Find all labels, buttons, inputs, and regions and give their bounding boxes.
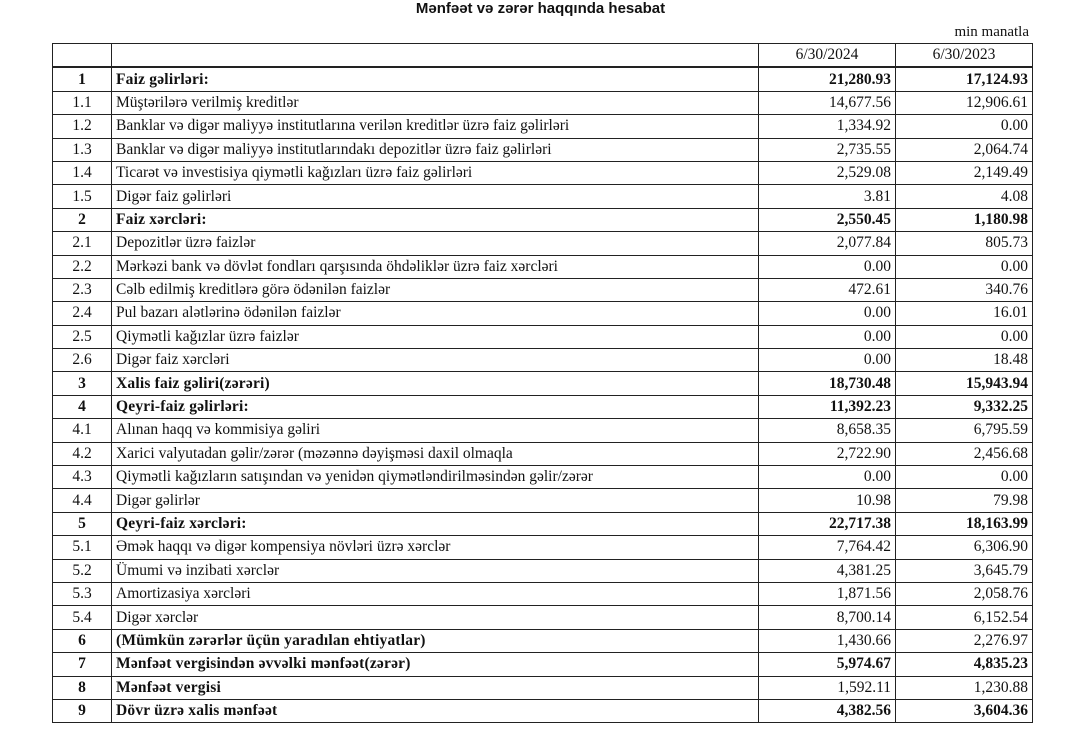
row-number: 1 bbox=[53, 67, 112, 91]
table-row bbox=[53, 536, 1033, 559]
row-value-2023: 2,149.49 bbox=[896, 161, 1033, 184]
row-value-2023: 16.01 bbox=[896, 302, 1033, 325]
row-value-2024: 0.00 bbox=[759, 466, 896, 489]
row-number: 8 bbox=[53, 676, 112, 699]
row-value-2023: 3,604.36 bbox=[896, 699, 1033, 722]
table-row bbox=[53, 442, 1033, 465]
row-item-name: Qiymətli kağızların satışından və yenidən qiymətləndirilməsindən gəlir/zərər bbox=[112, 466, 759, 489]
row-item-name: Müştərilərə verilmiş kreditlər bbox=[112, 91, 759, 114]
row-value-2024: 22,717.38 bbox=[759, 512, 896, 535]
row-number: 4.1 bbox=[53, 419, 112, 442]
row-number: 1.2 bbox=[53, 115, 112, 138]
row-value-2023: 0.00 bbox=[896, 115, 1033, 138]
table-row bbox=[53, 395, 1033, 418]
row-value-2024: 18,730.48 bbox=[759, 372, 896, 395]
row-value-2024: 0.00 bbox=[759, 255, 896, 278]
row-number: 3 bbox=[53, 372, 112, 395]
row-item-name: Ticarət və investisiya qiymətli kağızları üzrə faiz gəlirləri bbox=[112, 161, 759, 184]
row-item-name: Digər xərclər bbox=[112, 606, 759, 629]
row-item-name: Cəlb edilmiş kreditlərə görə ödənilən faizlər bbox=[112, 278, 759, 301]
row-value-2024: 0.00 bbox=[759, 325, 896, 348]
row-value-2023: 340.76 bbox=[896, 278, 1033, 301]
table-row bbox=[53, 582, 1033, 605]
header-period-2024: 6/30/2024 bbox=[759, 44, 896, 68]
row-value-2024: 4,381.25 bbox=[759, 559, 896, 582]
row-value-2024: 8,658.35 bbox=[759, 419, 896, 442]
row-value-2023: 0.00 bbox=[896, 325, 1033, 348]
row-number: 1.4 bbox=[53, 161, 112, 184]
row-value-2023: 3,645.79 bbox=[896, 559, 1033, 582]
header-period-2023: 6/30/2023 bbox=[896, 44, 1033, 68]
row-item-name: Dövr üzrə xalis mənfəət bbox=[112, 699, 759, 722]
table-row bbox=[53, 699, 1033, 722]
table-row bbox=[53, 208, 1033, 231]
header-item-cell bbox=[112, 44, 759, 68]
table-row bbox=[53, 67, 1033, 91]
row-number: 1.5 bbox=[53, 185, 112, 208]
row-value-2023: 6,306.90 bbox=[896, 536, 1033, 559]
row-number: 5 bbox=[53, 512, 112, 535]
row-value-2023: 9,332.25 bbox=[896, 395, 1033, 418]
row-value-2024: 21,280.93 bbox=[759, 67, 896, 91]
table-row bbox=[53, 419, 1033, 442]
row-value-2023: 18,163.99 bbox=[896, 512, 1033, 535]
unit-note: min manatla bbox=[954, 24, 1029, 40]
row-value-2024: 2,735.55 bbox=[759, 138, 896, 161]
row-item-name: Qeyri-faiz xərcləri: bbox=[112, 512, 759, 535]
row-item-name: Banklar və digər maliyyə institutlarındakı depozitlər üzrə faiz gəlirləri bbox=[112, 138, 759, 161]
row-value-2024: 1,334.92 bbox=[759, 115, 896, 138]
row-number: 2.2 bbox=[53, 255, 112, 278]
row-item-name: Mərkəzi bank və dövlət fondları qarşısında öhdəliklər üzrə faiz xərcləri bbox=[112, 255, 759, 278]
table-row bbox=[53, 232, 1033, 255]
row-item-name: Qiymətli kağızlar üzrə faizlər bbox=[112, 325, 759, 348]
row-value-2023: 805.73 bbox=[896, 232, 1033, 255]
row-value-2024: 8,700.14 bbox=[759, 606, 896, 629]
row-value-2023: 79.98 bbox=[896, 489, 1033, 512]
row-number: 4 bbox=[53, 395, 112, 418]
row-number: 6 bbox=[53, 629, 112, 652]
row-value-2023: 0.00 bbox=[896, 255, 1033, 278]
report-title: Mənfəət və zərər haqqında hesabat bbox=[415, 0, 666, 17]
row-number: 4.4 bbox=[53, 489, 112, 512]
table-row bbox=[53, 91, 1033, 114]
row-value-2023: 1,230.88 bbox=[896, 676, 1033, 699]
table-row bbox=[53, 278, 1033, 301]
table-row bbox=[53, 629, 1033, 652]
row-item-name: Qeyri-faiz gəlirləri: bbox=[112, 395, 759, 418]
table-row bbox=[53, 302, 1033, 325]
row-item-name: Amortizasiya xərcləri bbox=[112, 582, 759, 605]
row-value-2024: 2,722.90 bbox=[759, 442, 896, 465]
row-value-2024: 0.00 bbox=[759, 302, 896, 325]
row-item-name: Banklar və digər maliyyə institutlarına verilən kreditlər üzrə faiz gəlirləri bbox=[112, 115, 759, 138]
row-value-2023: 4,835.23 bbox=[896, 653, 1033, 676]
header-number-cell bbox=[53, 44, 112, 68]
income-statement-table bbox=[52, 43, 1033, 723]
row-value-2023: 0.00 bbox=[896, 466, 1033, 489]
row-value-2024: 472.61 bbox=[759, 278, 896, 301]
row-value-2023: 2,058.76 bbox=[896, 582, 1033, 605]
row-value-2024: 2,550.45 bbox=[759, 208, 896, 231]
row-item-name: Faiz gəlirləri: bbox=[112, 67, 759, 91]
row-value-2024: 1,430.66 bbox=[759, 629, 896, 652]
row-number: 5.2 bbox=[53, 559, 112, 582]
table-row bbox=[53, 466, 1033, 489]
table-row bbox=[53, 185, 1033, 208]
row-number: 2.6 bbox=[53, 349, 112, 372]
row-value-2024: 5,974.67 bbox=[759, 653, 896, 676]
row-number: 9 bbox=[53, 699, 112, 722]
row-item-name: Digər faiz xərcləri bbox=[112, 349, 759, 372]
row-item-name: Xalis faiz gəliri(zərəri) bbox=[112, 372, 759, 395]
row-item-name: Ümumi və inzibati xərclər bbox=[112, 559, 759, 582]
table-row bbox=[53, 676, 1033, 699]
row-item-name: Mənfəət vergisindən əvvəlki mənfəət(zərər) bbox=[112, 653, 759, 676]
row-item-name: Xarici valyutadan gəlir/zərər (məzənnə dəyişməsi daxil olmaqla bbox=[112, 442, 759, 465]
row-value-2024: 0.00 bbox=[759, 349, 896, 372]
row-number: 1.3 bbox=[53, 138, 112, 161]
row-number: 7 bbox=[53, 653, 112, 676]
table-row bbox=[53, 512, 1033, 535]
row-number: 2.4 bbox=[53, 302, 112, 325]
row-value-2023: 6,795.59 bbox=[896, 419, 1033, 442]
row-number: 4.3 bbox=[53, 466, 112, 489]
row-number: 5.3 bbox=[53, 582, 112, 605]
table-row bbox=[53, 559, 1033, 582]
row-value-2024: 11,392.23 bbox=[759, 395, 896, 418]
row-value-2023: 2,276.97 bbox=[896, 629, 1033, 652]
table-row bbox=[53, 372, 1033, 395]
row-value-2024: 7,764.42 bbox=[759, 536, 896, 559]
table-row bbox=[53, 115, 1033, 138]
row-value-2024: 1,871.56 bbox=[759, 582, 896, 605]
row-value-2024: 3.81 bbox=[759, 185, 896, 208]
row-item-name: Əmək haqqı və digər kompensiya növləri üzrə xərclər bbox=[112, 536, 759, 559]
row-value-2024: 4,382.56 bbox=[759, 699, 896, 722]
row-item-name: Faiz xərcləri: bbox=[112, 208, 759, 231]
row-item-name: Digər faiz gəlirləri bbox=[112, 185, 759, 208]
row-item-name: Alınan haqq və kommisiya gəliri bbox=[112, 419, 759, 442]
row-value-2023: 4.08 bbox=[896, 185, 1033, 208]
row-number: 1.1 bbox=[53, 91, 112, 114]
table-row bbox=[53, 325, 1033, 348]
row-item-name: Depozitlər üzrə faizlər bbox=[112, 232, 759, 255]
row-value-2024: 14,677.56 bbox=[759, 91, 896, 114]
table-row bbox=[53, 349, 1033, 372]
table-row bbox=[53, 138, 1033, 161]
table-header-row bbox=[53, 44, 1033, 68]
row-number: 2 bbox=[53, 208, 112, 231]
row-number: 2.3 bbox=[53, 278, 112, 301]
row-number: 5.1 bbox=[53, 536, 112, 559]
table-row bbox=[53, 489, 1033, 512]
row-value-2023: 1,180.98 bbox=[896, 208, 1033, 231]
row-value-2024: 1,592.11 bbox=[759, 676, 896, 699]
row-item-name: (Mümkün zərərlər üçün yaradılan ehtiyatlar) bbox=[112, 629, 759, 652]
row-item-name: Mənfəət vergisi bbox=[112, 676, 759, 699]
row-value-2023: 12,906.61 bbox=[896, 91, 1033, 114]
row-value-2024: 2,077.84 bbox=[759, 232, 896, 255]
table-row bbox=[53, 255, 1033, 278]
row-value-2023: 2,064.74 bbox=[896, 138, 1033, 161]
row-value-2023: 2,456.68 bbox=[896, 442, 1033, 465]
row-value-2023: 15,943.94 bbox=[896, 372, 1033, 395]
row-value-2023: 17,124.93 bbox=[896, 67, 1033, 91]
row-item-name: Digər gəlirlər bbox=[112, 489, 759, 512]
table-row bbox=[53, 653, 1033, 676]
row-value-2023: 18.48 bbox=[896, 349, 1033, 372]
row-value-2023: 6,152.54 bbox=[896, 606, 1033, 629]
row-number: 4.2 bbox=[53, 442, 112, 465]
row-item-name: Pul bazarı alətlərinə ödənilən faizlər bbox=[112, 302, 759, 325]
row-value-2024: 2,529.08 bbox=[759, 161, 896, 184]
table-row bbox=[53, 161, 1033, 184]
row-number: 2.5 bbox=[53, 325, 112, 348]
row-value-2024: 10.98 bbox=[759, 489, 896, 512]
table-row bbox=[53, 606, 1033, 629]
row-number: 5.4 bbox=[53, 606, 112, 629]
row-number: 2.1 bbox=[53, 232, 112, 255]
